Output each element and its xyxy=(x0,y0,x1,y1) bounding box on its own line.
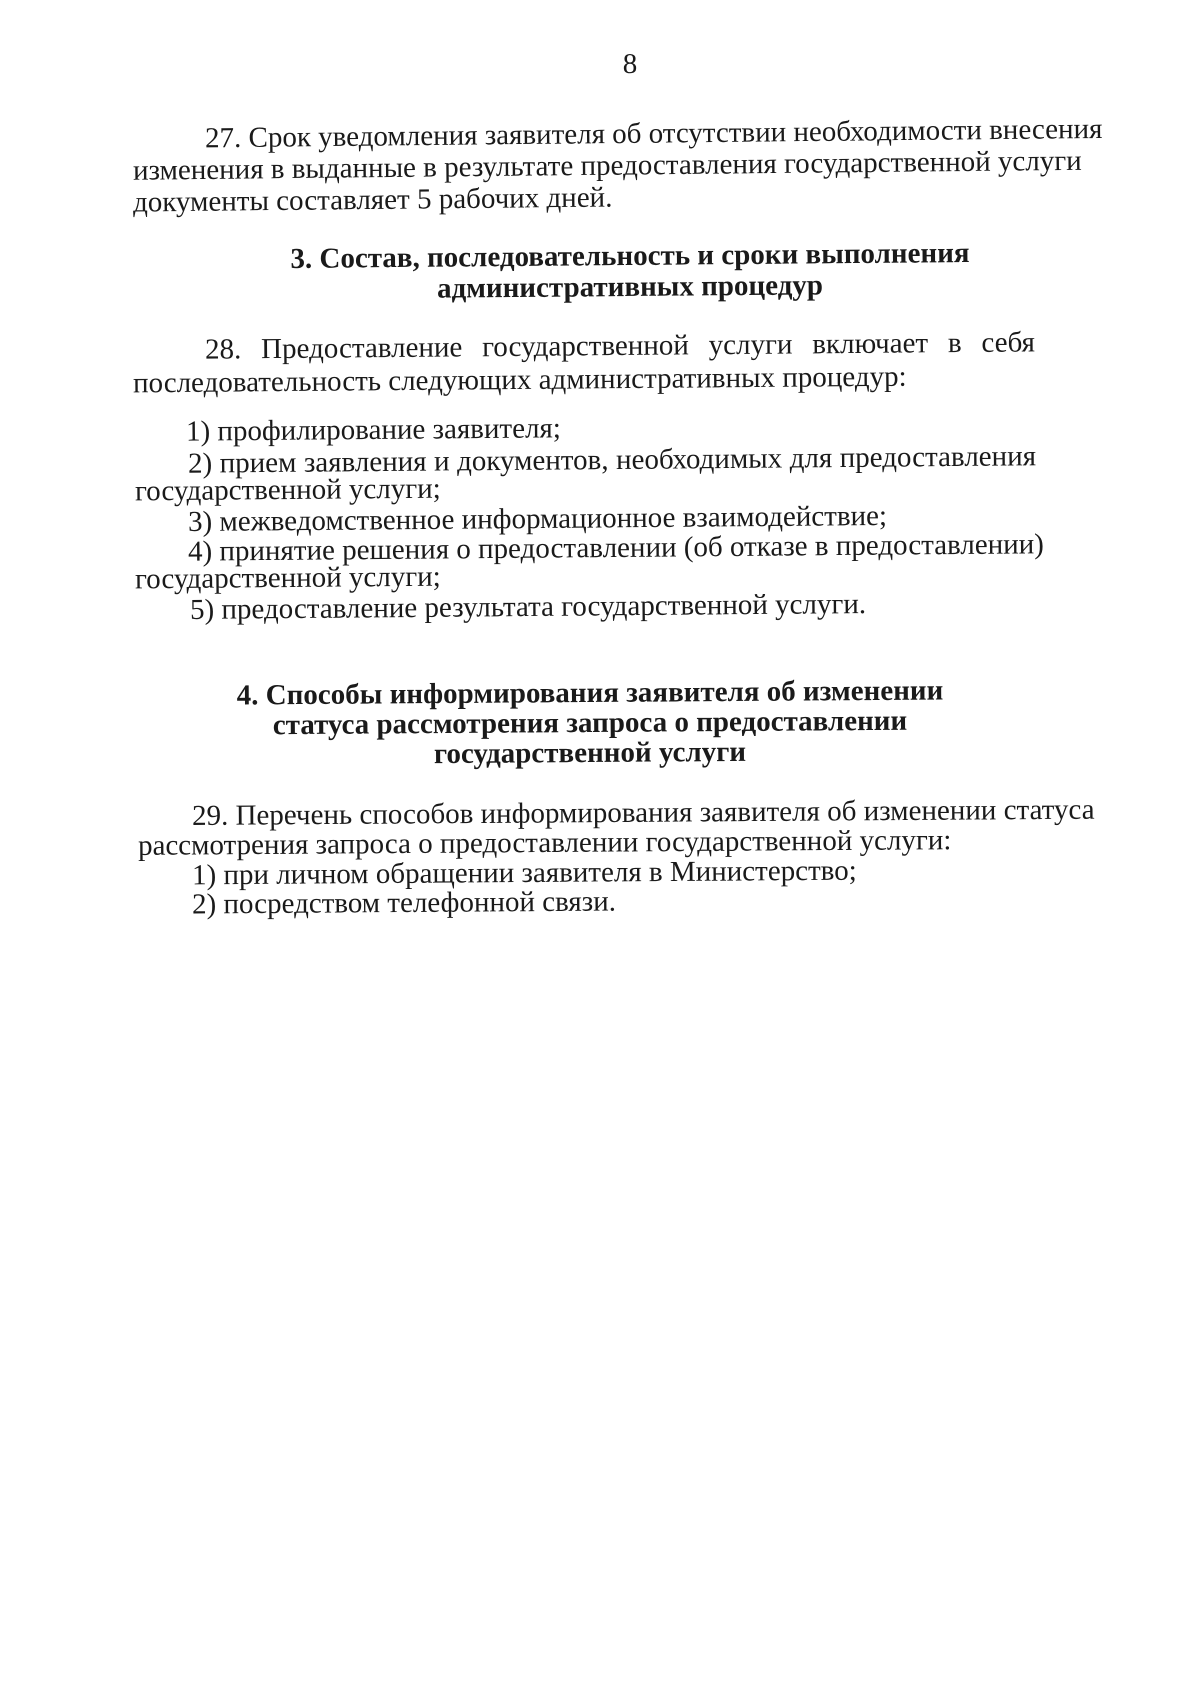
section-4-heading-line-1: 4. Способы информирования заявителя об изменении xyxy=(236,674,944,712)
list-28-item-1: 1) профилирование заявителя; xyxy=(185,412,562,448)
paragraph-29-item-2: 2) посредством телефонной связи. xyxy=(191,885,617,921)
paragraph-28-word-4: услуги xyxy=(708,328,793,362)
paragraph-28-word-2: Предоставление xyxy=(260,331,463,366)
paragraph-28-word-7: себя xyxy=(981,326,1036,359)
list-28-item-3: 3) межведомственное информационное взаимодействие; xyxy=(187,499,888,539)
paragraph-28-line-1 xyxy=(205,326,1035,366)
paragraph-28-word-5: включает xyxy=(812,327,929,361)
section-3-heading-line-2: административных процедур xyxy=(436,269,824,305)
paragraph-27-text-2: изменения в выданные в результате предоставления государственной услуги xyxy=(132,144,1082,187)
paragraph-28-word-1: 28. xyxy=(204,333,242,366)
section-4-heading-line-2: статуса рассмотрения запроса о предоставлении xyxy=(272,704,908,742)
paragraph-29-item-1: 1) при личном обращении заявителя в Министерство; xyxy=(191,854,857,892)
list-28-item-5: 5) предоставление результата государственной услуги. xyxy=(189,588,867,626)
paragraph-29-text-1: 29. Перечень способов информирования заявителя об изменении статуса xyxy=(191,793,1095,832)
paragraph-27-line-3: документы составляет 5 рабочих дней. xyxy=(132,181,613,219)
page-number: 8 xyxy=(622,48,638,80)
paragraph-27-text-1: 27. Срок уведомления заявителя об отсутствии необходимости внесения xyxy=(204,112,1103,155)
list-28-item-4-text-1: 4) принятие решения о предоставлении (об отказе в предоставлении) xyxy=(187,528,1045,568)
section-4-heading-line-3: государственной услуги xyxy=(433,735,747,771)
section-3-heading-line-1: 3. Состав, последовательность и сроки выполнения xyxy=(290,237,970,275)
paragraph-29-line-2: рассмотрения запроса о предоставлении государственной услуги: xyxy=(137,824,952,862)
paragraph-28-word-3: государственной xyxy=(482,329,689,364)
paragraph-28-line-2: последовательность следующих административных процедур: xyxy=(132,360,907,400)
list-28-item-2-line-2: государственной услуги; xyxy=(134,472,441,508)
list-28-item-2-text-1: 2) прием заявления и документов, необходимых для предоставления xyxy=(187,440,1037,480)
paragraph-28-word-6: в xyxy=(947,327,962,360)
list-28-item-4-line-2: государственной услуги; xyxy=(134,560,441,596)
